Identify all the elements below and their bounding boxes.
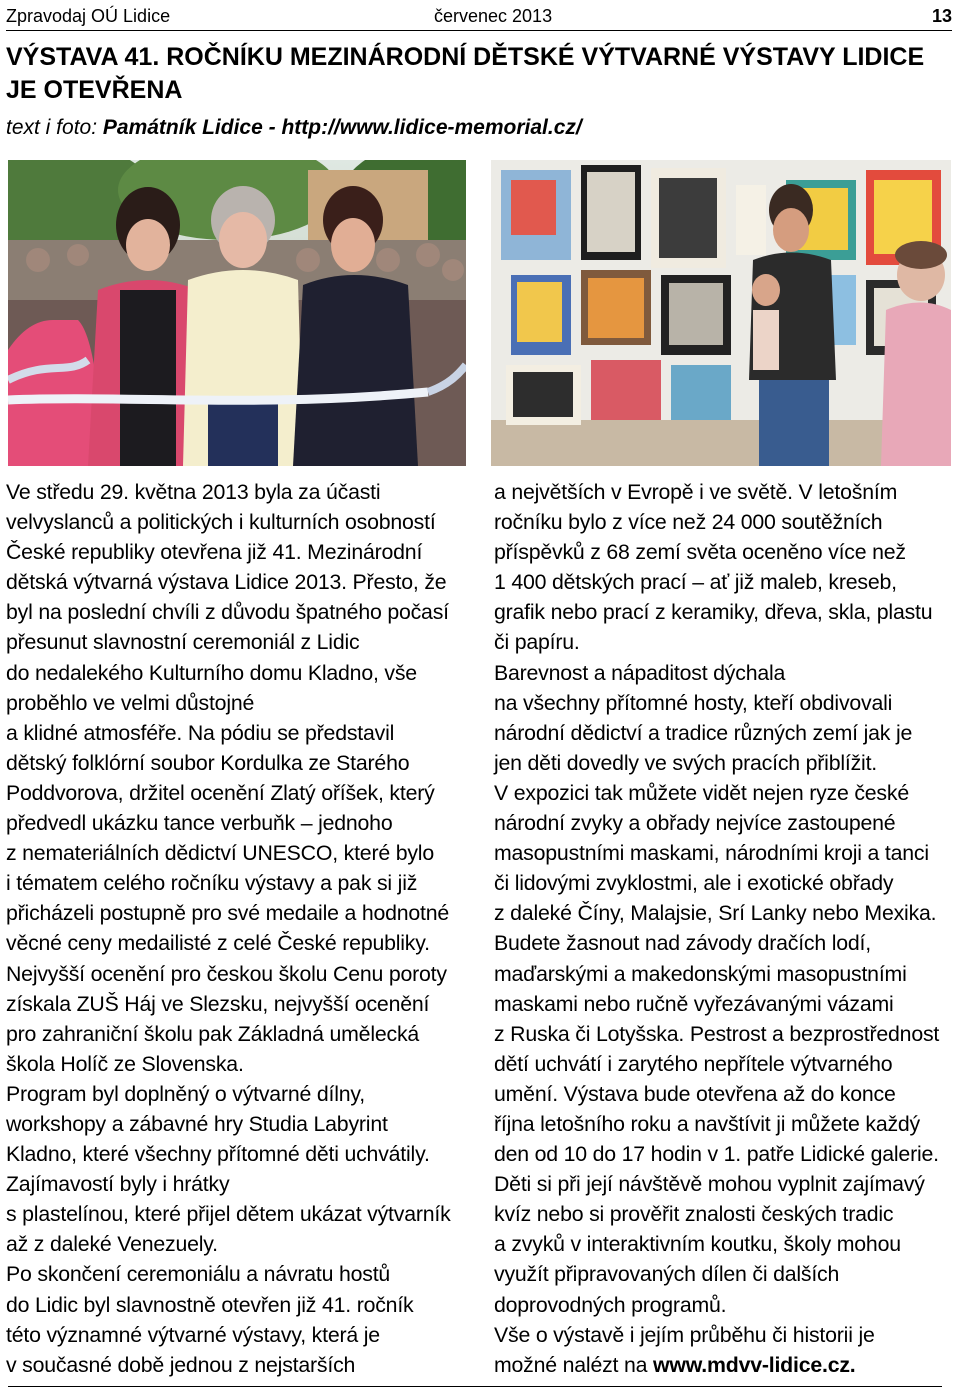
column-2-line: či papíru. (494, 630, 580, 655)
column-1-line: dětská výtvarná výstava Lidice 2013. Přesto, že (6, 570, 447, 595)
column-1-line: s plastelínou, které přijel dětem ukázat výtvarník (6, 1202, 451, 1227)
column-1-line: z nemateriálních dědictví UNESCO, které bylo (6, 841, 434, 866)
column-2-line: maskami nebo ručně vyřezávanými vázami (494, 991, 894, 1016)
column-1-line: přesunut slavnostní ceremoniál z Lidic (6, 630, 360, 655)
column-1-line: až z daleké Venezuely. (6, 1232, 218, 1257)
column-1-line: byl na poslední chvíli z důvodu špatného počasí (6, 600, 449, 625)
column-1-line: proběhlo ve velmi důstojné (6, 690, 255, 715)
article-title-line-2: JE OTEVŘENA (6, 76, 183, 104)
column-2-line: den od 10 do 17 hodin v 1. patře Lidické galerie. (494, 1142, 939, 1167)
column-2-line: kvíz nebo si prověřit znalosti českých tradic (494, 1202, 894, 1227)
column-2-line: Barevnost a nápaditost dýchala (494, 660, 786, 685)
column-2-line: Budete žasnout nad závody dračích lodí, (494, 931, 871, 956)
column-1-line: škola Holíč ze Slovenska. (6, 1051, 244, 1076)
publication-name: Zpravodaj OÚ Lidice (6, 6, 171, 26)
column-2-line: října letošního roku a navštívit ji můžete každý (494, 1111, 921, 1136)
column-2-line: či lidovými zvyklostmi, ale i exotické obřady (494, 871, 894, 896)
column-1-line: získala ZUŠ Háj ve Slezsku, nejvyšší ocenění (6, 991, 430, 1016)
column-2-line: grafik nebo prací z keramiky, dřeva, skla, plastu (494, 600, 933, 625)
column-1-line: i tématem celého ročníku výstavy a pak si již (6, 871, 418, 896)
footer-rule (8, 1386, 942, 1387)
column-1-line: Kladno, které všechny přítomné děti uchvátily. (6, 1142, 430, 1167)
column-2-line: ročníku bylo z více než 24 000 soutěžních (494, 510, 883, 535)
column-1-line: dětský folklórní soubor Kordulka ze Starého (6, 750, 410, 775)
photo-ribbon-cutting (8, 160, 466, 466)
closing-line: Vše o výstavě i jejím průběhu či historii je (494, 1322, 875, 1347)
column-2-line: a největších v Evropě i ve světě. V letošním (494, 480, 898, 504)
article-column-2 (494, 477, 956, 1380)
article-column-1 (6, 477, 476, 1380)
column-1-line: přicházeli postupně pro své medaile a hodnotné (6, 901, 450, 926)
column-1-line: Program byl doplněný o výtvarné dílny, (6, 1081, 365, 1106)
column-1-line: pro zahraniční školu pak Základná umělecká (6, 1021, 420, 1046)
column-2-line: umění. Výstava bude otevřena až do konce (494, 1081, 896, 1106)
article-credit (6, 116, 582, 140)
column-1-line: workshopy a zábavné hry Studia Labyrint (6, 1111, 388, 1136)
column-1-line: předvedl ukázku tance verbuňk – jednoho (6, 811, 393, 836)
column-1-line: a klidné atmosféře. Na pódiu se představil (6, 720, 395, 745)
column-2-line: národní dědictví a tradice různých zemí jak je (494, 720, 913, 745)
column-1-line: věcné ceny medailisté z celé České republiky. (6, 931, 430, 956)
column-2-line: jen děti dovedly ve svých pracích přiblížit. (494, 750, 878, 775)
column-1-line: Poddvorova, držitel ocenění Zlatý oříšek, který (6, 780, 435, 805)
closing-line-with-link (494, 1350, 956, 1380)
column-2-line: V expozici tak můžete vidět nejen ryze české (494, 780, 909, 805)
column-2-line: příspěvků z 68 zemí světa oceněno více než (494, 540, 906, 565)
issue-date: červenec 2013 (434, 6, 553, 26)
column-2-line: masopustními maskami, národními kroji a tanci (494, 841, 929, 866)
column-2-line: 1 400 dětských prací – ať již maleb, kreseb, (494, 570, 897, 595)
article-title (6, 41, 946, 107)
exhibition-website-link[interactable]: www.mdvv-lidice.cz. (653, 1352, 856, 1377)
credit-prefix: text i foto: (6, 116, 103, 139)
column-1-line: této významné výtvarné výstavy, která je (6, 1322, 380, 1347)
column-2-line: národní zvyky a obřady nejvíce zastoupené (494, 811, 896, 836)
page-header (6, 4, 952, 31)
column-1-line: do Lidic byl slavnostně otevřen již 41. ročník (6, 1292, 414, 1317)
photo-exhibition-hall (491, 160, 951, 466)
closing-line-prefix: možné nalézt na (494, 1352, 653, 1377)
column-2-line: dětí uchvátí i zarytého nepřítele výtvarného (494, 1051, 893, 1076)
column-2-line: z daleké Číny, Malajsie, Srí Lanky nebo Mexika. (494, 901, 937, 926)
column-2-line: Děti si při její návštěvě mohou vyplnit zajímavý (494, 1172, 925, 1197)
column-1-line: v současné době jednou z nejstarších (6, 1352, 356, 1377)
column-1-line: České republiky otevřena již 41. Mezinárodní (6, 540, 423, 565)
column-2-line: využít připravovaných dílen či dalších (494, 1262, 840, 1287)
credit-source-link[interactable]: Památník Lidice - http://www.lidice-memorial.cz/ (102, 116, 582, 139)
column-2-line: maďarskými a makedonskými masopustními (494, 961, 907, 986)
column-1-line: Ve středu 29. května 2013 byla za účasti (6, 480, 381, 504)
article-title-line-1: VÝSTAVA 41. ROČNÍKU MEZINÁRODNÍ DĚTSKÉ VÝTVARNÉ VÝSTAVY LIDICE (6, 43, 925, 71)
column-1-line: velvyslanců a politických i kulturních osobností (6, 510, 436, 535)
column-1-line: Po skončení ceremoniálu a návratu hostů (6, 1262, 391, 1287)
column-1-line: Zajímavostí byly i hrátky (6, 1172, 230, 1197)
column-1-line: do nedalekého Kulturního domu Kladno, vše (6, 660, 417, 685)
column-2-line: z Ruska či Lotyšska. Pestrost a bezprostřednost (494, 1021, 940, 1046)
column-2-line: a zvyků v interaktivním koutku, školy mohou (494, 1232, 901, 1257)
page-number: 13 (931, 6, 952, 26)
column-1-line: Nejvyšší ocenění pro českou školu Cenu poroty (6, 961, 447, 986)
column-2-line: na všechny přítomné hosty, kteří obdivovali (494, 690, 893, 715)
column-2-line: doprovodných programů. (494, 1292, 727, 1317)
